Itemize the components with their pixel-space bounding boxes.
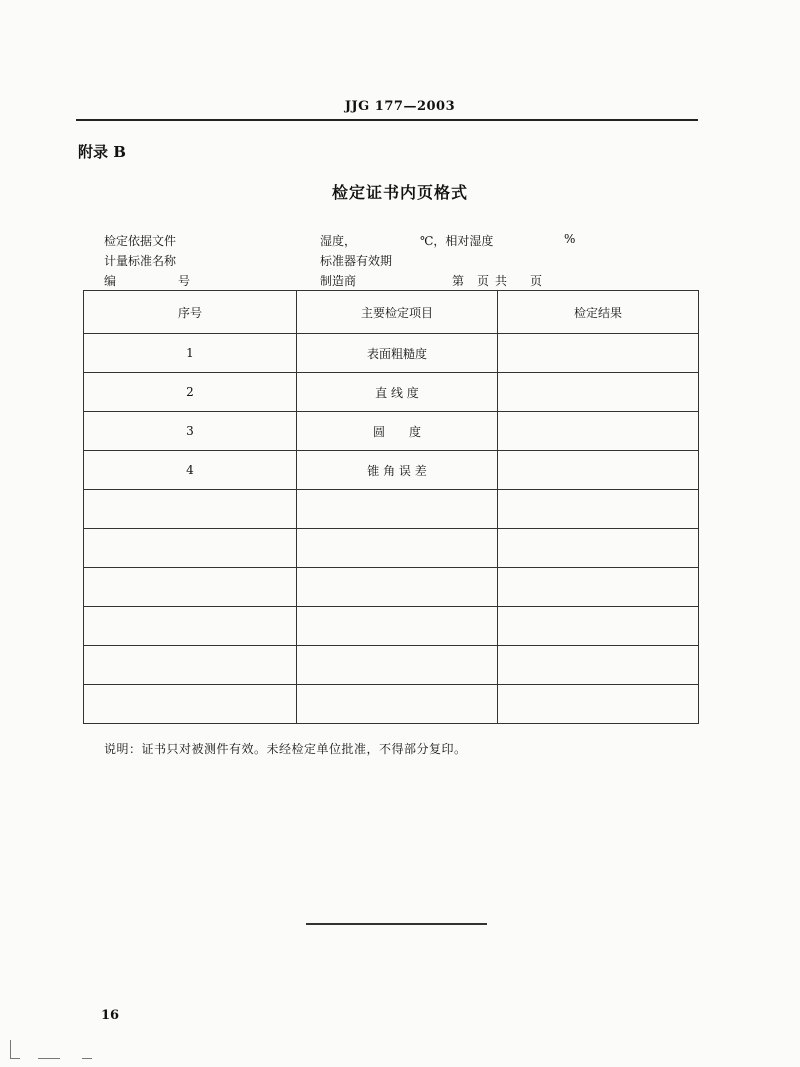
table-row [84,607,699,646]
serial-no [84,490,297,529]
temp-unit-label: ℃，相对湿度 [420,234,494,248]
item-name [297,646,498,685]
item-name: 表面粗糙度 [297,334,498,373]
standard-code: JJG 177—2003 [344,99,456,114]
result-cell [498,451,699,490]
table-row [84,685,699,724]
verification-table [83,290,699,724]
scan-mark [10,1058,20,1059]
result-cell [498,529,699,568]
serial-no [84,529,297,568]
serial-no [84,685,297,724]
certificate-note: 说明：证书只对被测件有效。未经检定单位批准，不得部分复印。 [104,742,467,756]
result-cell [498,646,699,685]
header-serial-no: 序号 [84,291,297,334]
page-label-a: 第 [452,274,465,288]
manufacturer-label: 制造商 [320,274,357,288]
result-cell [498,373,699,412]
item-name: 直 线 度 [297,373,498,412]
footer-rule [306,923,487,925]
result-cell [498,334,699,373]
serial-no: 4 [84,451,297,490]
scan-mark [38,1058,60,1059]
serial-no: 3 [84,412,297,451]
serial-no: 2 [84,373,297,412]
percent-label: % [564,232,576,246]
item-name [297,685,498,724]
scan-mark [82,1058,92,1059]
basis-doc-label: 检定依据文件 [104,234,177,248]
table-row [84,490,699,529]
validity-label: 标准器有效期 [320,254,393,268]
table-row [84,334,699,373]
item-name [297,568,498,607]
humidity-label: 湿度， [320,234,357,248]
scan-mark [10,1040,11,1058]
result-cell [498,490,699,529]
page-label-b: 页共 [477,274,514,288]
serial-no [84,646,297,685]
table-header-row [84,291,699,334]
item-name [297,490,498,529]
header-result: 检定结果 [498,291,699,334]
table-row [84,646,699,685]
serial-no: 1 [84,334,297,373]
number-label-a: 编 [104,274,117,288]
item-name [297,607,498,646]
result-cell [498,607,699,646]
table-row [84,373,699,412]
item-name [297,529,498,568]
result-cell [498,568,699,607]
header-main-item: 主要检定项目 [297,291,498,334]
serial-no [84,607,297,646]
standard-name-label: 计量标准名称 [104,254,177,268]
table-row [84,568,699,607]
page-number: 16 [101,1008,120,1023]
item-name: 锥 角 误 差 [297,451,498,490]
page-title: 检定证书内页格式 [331,183,468,202]
appendix-label: 附录 B [78,143,126,161]
table-row [84,412,699,451]
header-rule [76,119,698,121]
page-label-c: 页 [530,274,543,288]
result-cell [498,412,699,451]
table-row [84,451,699,490]
serial-no [84,568,297,607]
table-row [84,529,699,568]
item-name: 圆 度 [297,412,498,451]
result-cell [498,685,699,724]
number-label-b: 号 [178,274,191,288]
